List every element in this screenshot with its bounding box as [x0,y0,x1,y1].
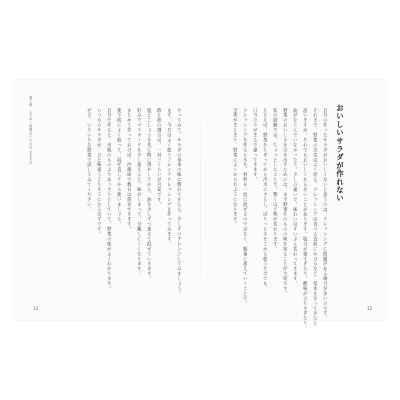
left-page-line: ぜひ、いろいろな野菜で試してみてください。 [86,108,92,212]
page-gutter [200,80,201,320]
left-page-line: 自分で作ると、市販のものよりあっさりとしていて、野菜の味がよくわかります。 [106,108,112,292]
right-page-line: 思いますが、それでもおいしくならないことがあります。塩分が強すぎたり、酸味が立ちすぎたり、 [302,108,308,331]
folio-left: 13 [33,306,39,311]
right-page-line: 私の経験では、ちょっとしたことで、驚くほど味が変わります。 [272,108,278,252]
left-page-line: 使う前によく振って、混ぜ直してから使いましょう。 [116,108,122,227]
folio-right: 12 [367,306,373,311]
right-page-line: 油がなじんでいなかったり。少しの違いで、味わいはずいぶん変わってきます。 [292,108,298,287]
right-page-line: 口当たりがまるで違ってきます。 [252,108,258,183]
left-page-line: 好みでマスタードを少し加えると、味がしまって、分離しにくくなります。 [136,108,142,277]
left-page-line: いつものサラダが、ひと味違うごちそうになるはずです。 [96,108,102,237]
right-page-line: 全体がまとまり、野菜によくからむようになります。 [232,108,238,227]
right-page-line: 自分の作ったサラダがおいしくないと思うのは、ドレッシングに問題がある場合が多いのです。 [322,108,328,321]
right-page-line: 野菜のおいしさを引き出すためには、まず野菜そのものの味を知ることが大切です。 [282,108,288,297]
left-page-line: 酢と油の割合は、一対三くらいが目安です。 [156,108,162,207]
section-title: おいしいサラダが作れない [335,104,345,203]
right-page-line: それまで、野菜の水気はよく切る、ドレッシングは食べる直前にかけるなど、基本を守ってきたと [312,108,318,326]
right-page-line: たとえば、野菜をちぎってから冷水にさらし、ぱりっとさせてから使うだけでも、 [262,108,268,292]
left-page-line: 塩とこしょうを先に酢に溶かしてから、油を少しずつ加えて混ぜていきます。 [146,108,152,282]
right-page-line: ドレッシングを作るときも、材料を一度に混ぜるのではなく、順番に加えていくことで、 [242,108,248,306]
running-head: 第１章 より早く料理がいただけるすすむ [28,96,33,165]
left-page-line: まず、今日はよく使うフレンチドレッシングを作ってみます。 [166,108,172,247]
left-page-line: やってみて、サラダの基本の味に慣れてきたら、少しずつアレンジしてみましょう。 [176,108,182,297]
left-page-line: まとめて作っておけば、冷蔵庫で数日は保存できます。 [126,108,132,232]
